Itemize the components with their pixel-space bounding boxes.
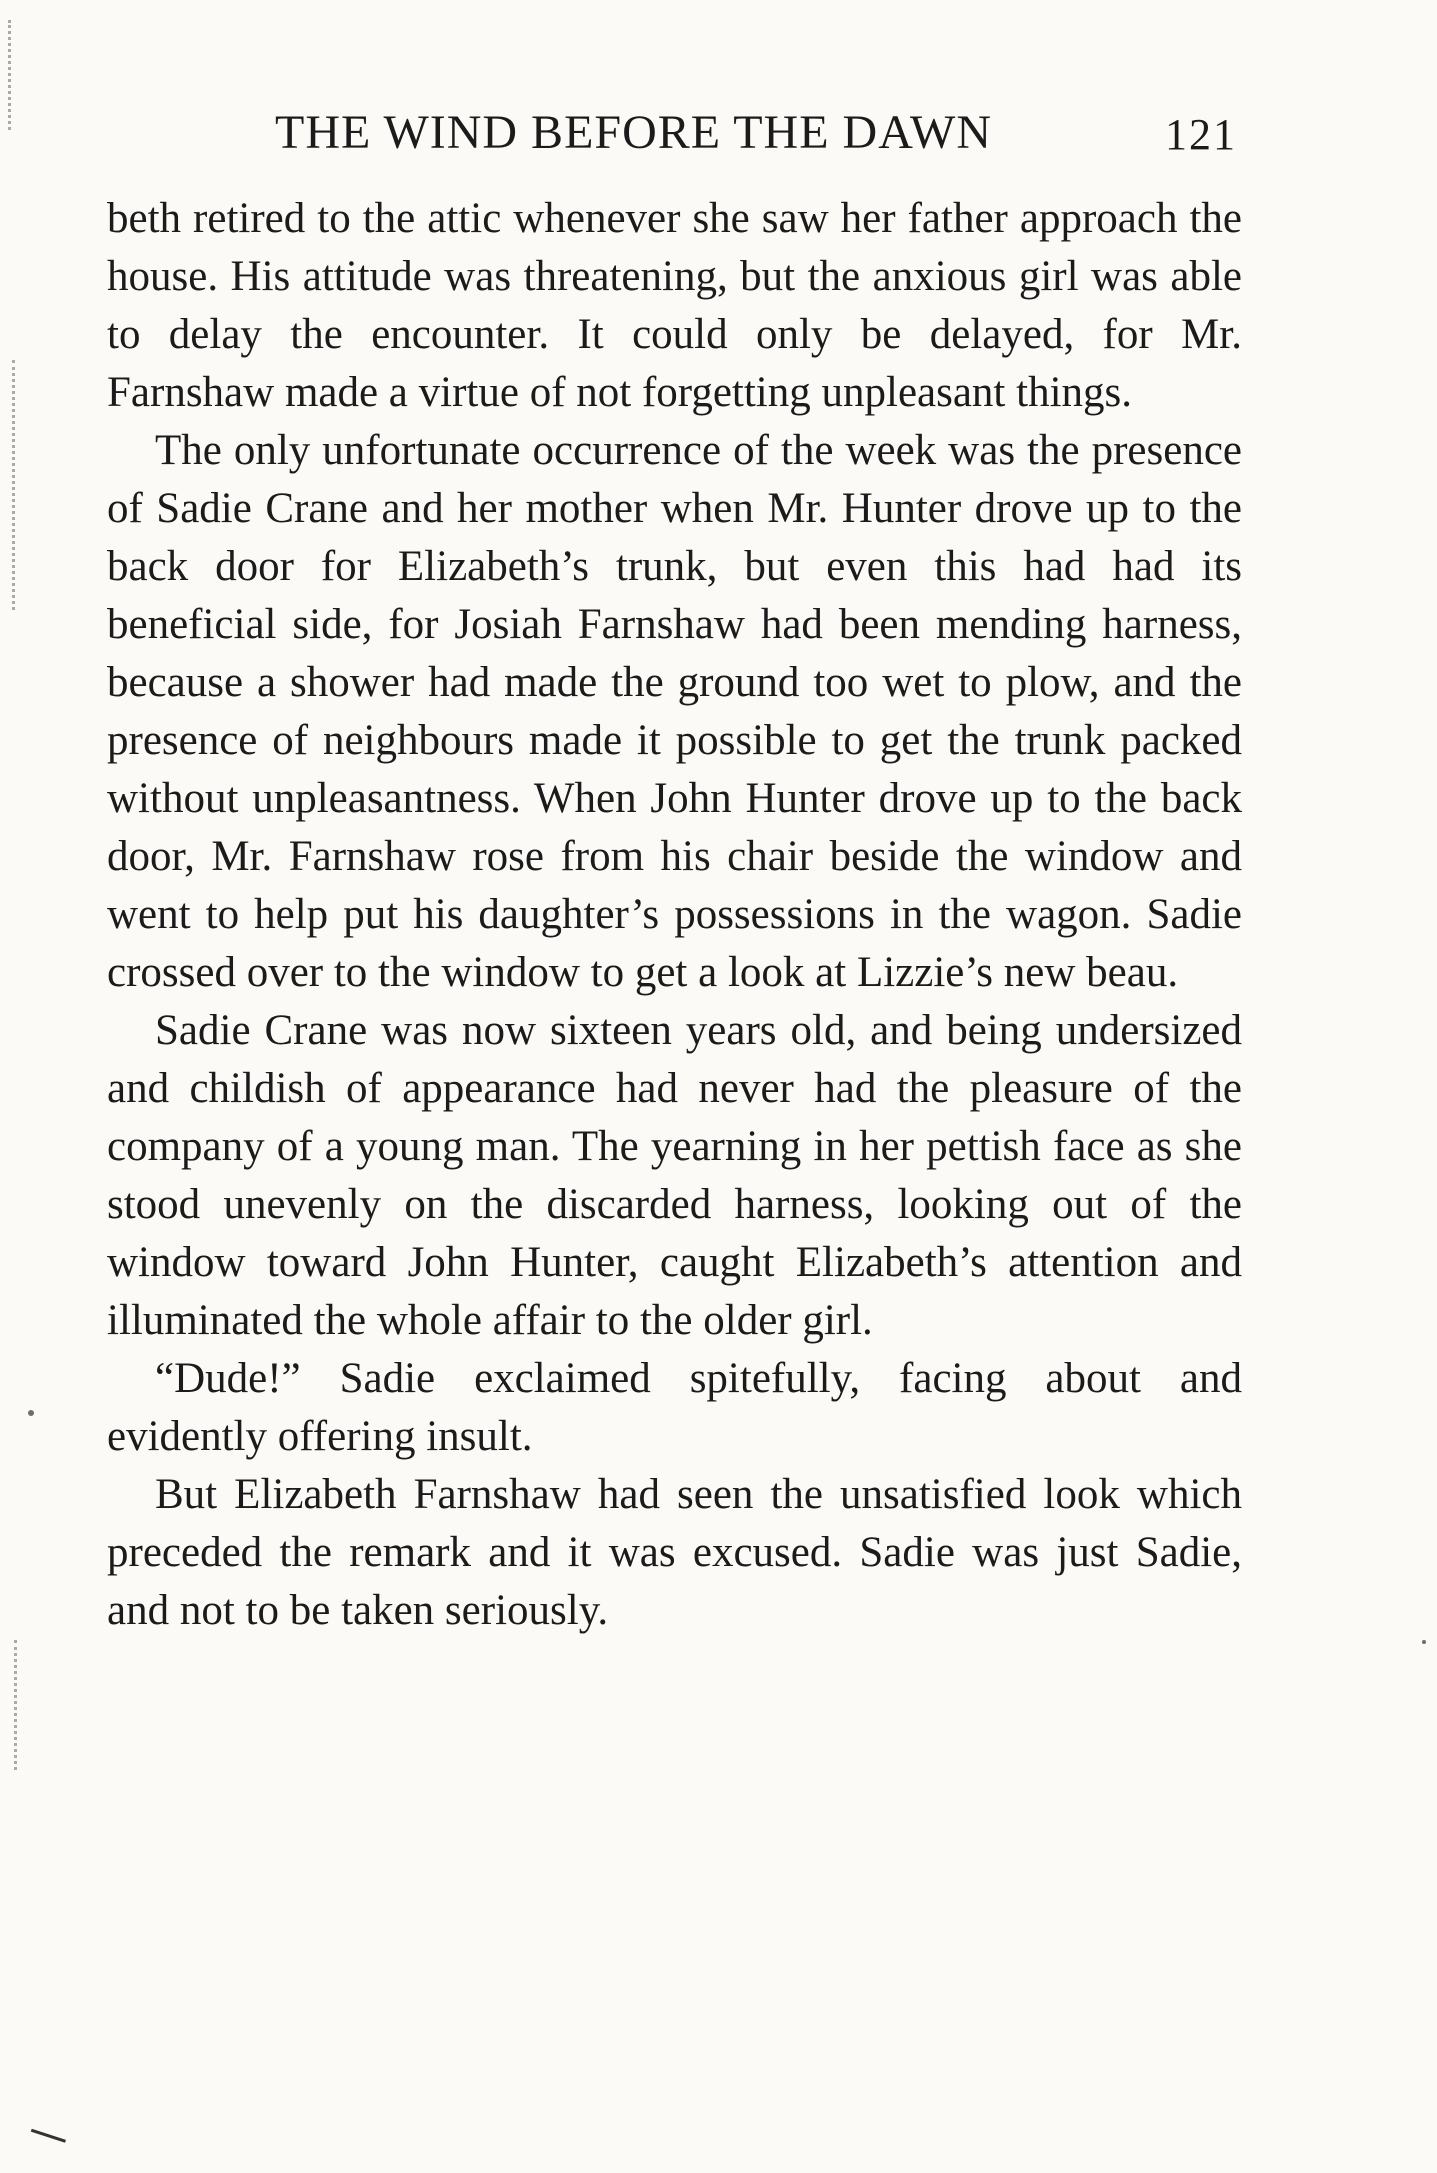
paragraph-2: The only unfortunate occurrence of the week was the presence of Sadie Crane and her mother when Mr. Hunter drove up to the back door for Elizabeth’s trunk, but even this had had its beneficial side, for Josiah Farnshaw had been mending harness, because a shower had made the ground too wet to plow, and the presence of neighbours made it possible to get the trunk packed without unpleasantness. When John Hunter drove up to the back door, Mr. Farnshaw rose from his chair beside the window and went to help put his daughter’s possessions in the wagon. Sadie crossed over to the window to get a look at Lizzie’s new beau.	[107, 427, 1242, 996]
margin-speck	[28, 1410, 34, 1416]
binding-edge-mark	[14, 1640, 17, 1770]
margin-speck	[1422, 1640, 1426, 1644]
binding-edge-mark	[8, 20, 11, 130]
body-text	[107, 190, 1242, 1640]
paragraph-1: beth retired to the attic whenever she saw her father approach the house. His attitude was threatening, but the anxious girl was able to delay the encounter. It could only be delayed, for Mr. Farnshaw made a virtue of not forgetting unpleasant things.	[107, 195, 1242, 416]
paragraph-4: “Dude!” Sadie exclaimed spitefully, facing about and evidently offering insult.	[107, 1355, 1242, 1460]
binding-edge-mark	[12, 360, 15, 610]
paragraph-3: Sadie Crane was now sixteen years old, and being undersized and childish of appearance had never had the pleasure of the company of a young man. The yearning in her pettish face as she stood unevenly on the discarded harness, looking out of the window toward John Hunter, caught Elizabeth’s attention and illuminated the whole affair to the older girl.	[107, 1007, 1242, 1344]
running-title: THE WIND BEFORE THE DAWN	[275, 106, 992, 159]
corner-scan-mark	[31, 2100, 75, 2143]
paragraph-5: But Elizabeth Farnshaw had seen the unsatisfied look which preceded the remark and it was excused. Sadie was just Sadie, and not to be taken seriously.	[107, 1471, 1242, 1634]
page-number: 121	[1165, 110, 1237, 159]
